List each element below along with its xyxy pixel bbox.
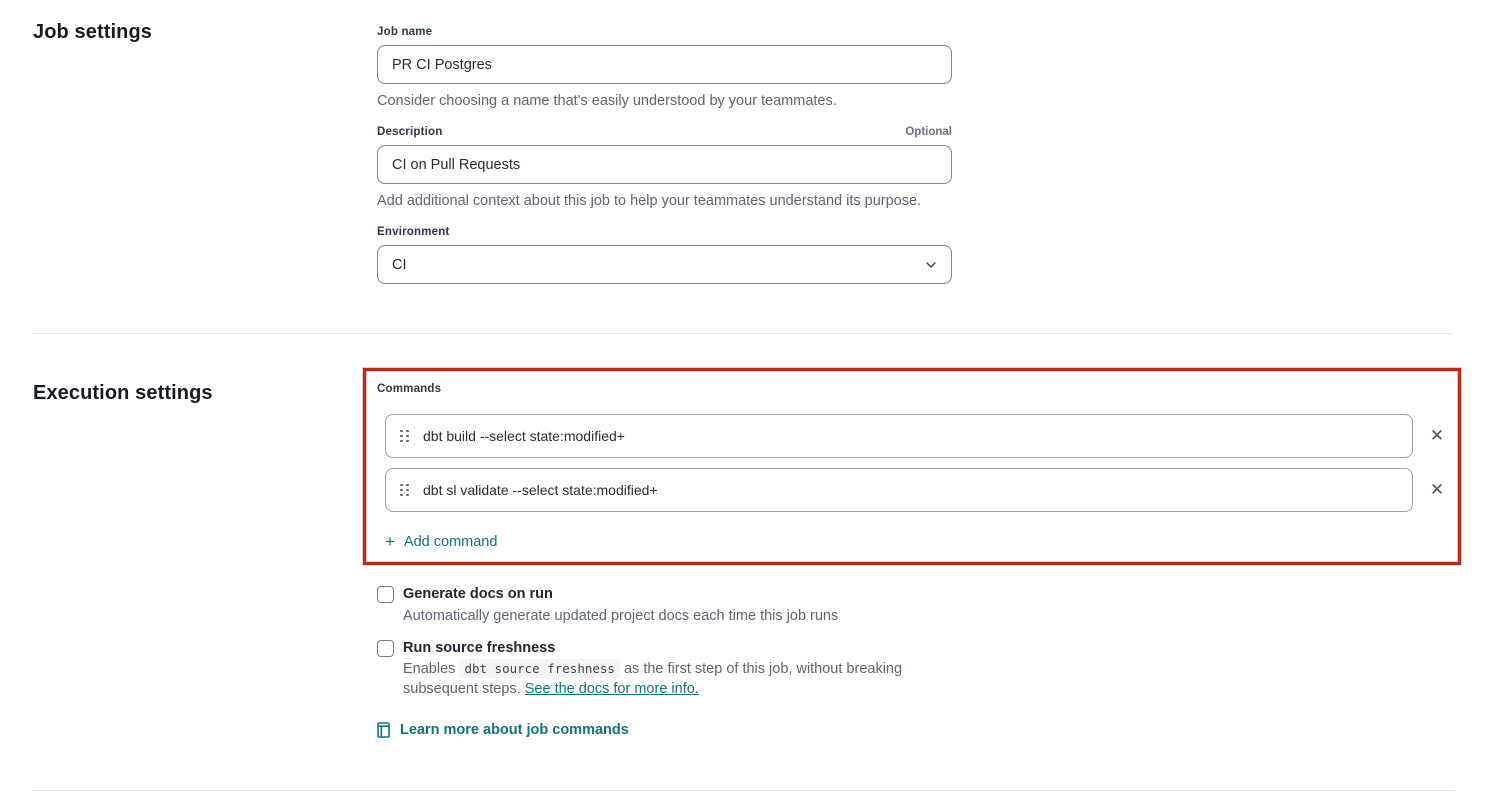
job-settings-heading: Job settings <box>33 21 152 43</box>
source-freshness-checkbox[interactable] <box>377 640 394 657</box>
source-freshness-helper-prefix: Enables <box>403 661 460 677</box>
add-command-button[interactable] <box>385 532 497 552</box>
job-name-label: Job name <box>377 26 433 38</box>
environment-label: Environment <box>377 226 450 238</box>
command-row <box>385 414 1449 458</box>
source-freshness-code: dbt source freshness <box>459 659 620 678</box>
generate-docs-checkbox[interactable] <box>377 586 394 603</box>
description-input[interactable] <box>377 145 952 184</box>
drag-handle-icon[interactable] <box>400 430 409 443</box>
learn-more-label: Learn more about job commands <box>400 722 629 738</box>
source-freshness-label[interactable]: Run source freshness <box>403 640 556 656</box>
bottom-divider <box>32 790 1455 791</box>
environment-selected-value: CI <box>392 256 407 273</box>
book-icon <box>377 722 390 738</box>
remove-command-button[interactable]: ✕ <box>1425 424 1449 448</box>
commands-highlight-box <box>363 368 1461 565</box>
command-input[interactable] <box>385 468 1413 512</box>
command-input[interactable] <box>385 414 1413 458</box>
section-divider <box>32 333 1452 334</box>
see-docs-link[interactable]: See the docs for more info. <box>524 681 699 697</box>
source-freshness-helper-suffix: as the first step of this job, without breaking subsequent steps. <box>403 661 903 697</box>
job-name-input[interactable] <box>377 45 952 84</box>
source-freshness-helper <box>403 659 943 699</box>
chevron-down-icon <box>925 261 937 269</box>
command-text: dbt build --select state:modified+ <box>423 428 625 444</box>
commands-label: Commands <box>377 383 442 395</box>
generate-docs-helper: Automatically generate updated project docs each time this job runs <box>403 608 839 624</box>
description-optional-badge: Optional <box>905 126 952 138</box>
job-name-helper: Consider choosing a name that's easily understood by your teammates. <box>377 93 837 109</box>
environment-select[interactable] <box>377 245 952 284</box>
learn-more-link[interactable] <box>377 722 629 738</box>
generate-docs-label[interactable]: Generate docs on run <box>403 586 553 602</box>
execution-settings-heading: Execution settings <box>33 382 213 404</box>
description-helper: Add additional context about this job to help your teammates understand its purpose. <box>377 193 922 209</box>
plus-icon: + <box>385 532 395 551</box>
command-text: dbt sl validate --select state:modified+ <box>423 482 658 498</box>
add-command-label: Add command <box>403 534 498 550</box>
description-label: Description <box>377 126 443 138</box>
remove-command-button[interactable]: ✕ <box>1425 478 1449 502</box>
command-row <box>385 468 1449 512</box>
drag-handle-icon[interactable] <box>400 484 409 497</box>
